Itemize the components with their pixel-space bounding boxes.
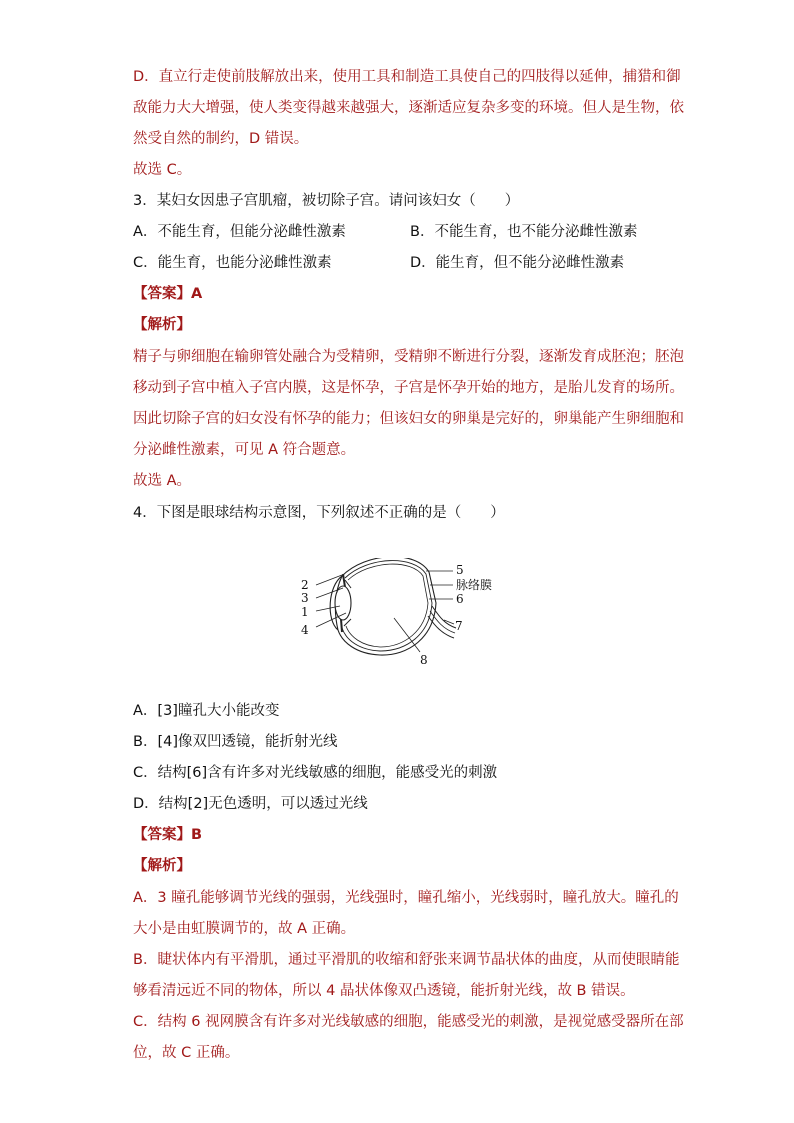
q4-analysis-line5: C．结构 6 视网膜含有许多对光线敏感的细胞，能感受光的刺激，是视觉感受器所在部 xyxy=(133,1014,684,1030)
eyeball-diagram-svg xyxy=(296,558,506,670)
label-7: 7 xyxy=(455,619,463,633)
iris-lower xyxy=(341,619,342,632)
q4-option-c: C．结构[6]含有许多对光线敏感的细胞，能感受光的刺激 xyxy=(133,765,498,781)
q4-option-b: B．[4]像双凹透镜，能折射光线 xyxy=(133,734,338,750)
q3-analysis-line1: 精子与卵细胞在输卵管处融合为受精卵，受精卵不断进行分裂，逐渐发育成胚泡；胚泡 xyxy=(133,349,684,365)
q3-answer: 【答案】A xyxy=(133,286,203,302)
q4-analysis-line2: 大小是由虹膜调节的，故 A 正确。 xyxy=(133,921,356,937)
q3-option-b: B．不能生育，也不能分泌雌性激素 xyxy=(410,224,638,240)
optic-nerve-center xyxy=(430,611,455,633)
q3-stem: 3．某妇女因患子宫肌瘤，被切除子宫。请问该妇女（ ） xyxy=(133,193,520,209)
label-choroid: 脉络膜 xyxy=(456,578,493,592)
label-2: 2 xyxy=(301,578,309,592)
q4-analysis-line3: B．睫状体内有平滑肌，通过平滑肌的收缩和舒张来调节晶状体的曲度，从而使眼睛能 xyxy=(133,952,680,968)
q3-analysis-line4: 分泌雌性激素，可见 A 符合题意。 xyxy=(133,442,356,458)
prev-analysis-d-line2: 敌能力大大增强，使人类变得越来越强大，逐渐适应复杂多变的环境。但人是生物，依 xyxy=(133,100,684,116)
q3-conclusion: 故选 A。 xyxy=(133,473,192,489)
label-6: 6 xyxy=(456,592,464,606)
label-4: 4 xyxy=(301,623,309,637)
q3-option-c: C．能生育，也能分泌雌性激素 xyxy=(133,255,332,271)
q4-stem: 4．下图是眼球结构示意图，下列叙述不正确的是（ ） xyxy=(133,505,505,521)
leader-8 xyxy=(394,618,420,652)
prev-analysis-d-line1: D．直立行走使前肢解放出来，使用工具和制造工具使自己的四肢得以延伸，捕猎和御 xyxy=(133,69,681,85)
q4-analysis-line4: 够看清远近不同的物体，所以 4 晶状体像双凸透镜，能折射光线，故 B 错误。 xyxy=(133,983,635,999)
q3-option-a: A．不能生育，但能分泌雌性激素 xyxy=(133,224,346,240)
q4-option-d: D．结构[2]无色透明，可以透过光线 xyxy=(133,796,368,812)
retina-layer xyxy=(346,564,428,647)
eyeball-diagram xyxy=(296,558,506,670)
label-3: 3 xyxy=(301,591,309,605)
q3-analysis-line2: 移动到子宫中植入子宫内膜，这是怀孕，子宫是怀孕开始的地方，是胎儿发育的场所。 xyxy=(133,380,684,396)
label-5: 5 xyxy=(456,563,464,577)
q3-analysis-header: 【解析】 xyxy=(133,317,191,333)
q4-analysis-header: 【解析】 xyxy=(133,858,191,874)
label-1: 1 xyxy=(301,605,309,619)
q4-option-a: A．[3]瞳孔大小能改变 xyxy=(133,703,280,719)
label-8: 8 xyxy=(420,653,428,667)
q4-analysis-line1: A．3 瞳孔能够调节光线的强弱，光线强时，瞳孔缩小，光线弱时，瞳孔放大。瞳孔的 xyxy=(133,890,679,906)
q4-analysis-line6: 位，故 C 正确。 xyxy=(133,1045,240,1061)
q4-answer: 【答案】B xyxy=(133,827,203,843)
optic-nerve-bottom xyxy=(428,616,454,638)
q3-analysis-line3: 因此切除子宫的妇女没有怀孕的能力；但该妇女的卵巢是完好的，卵巢能产生卵细胞和 xyxy=(133,411,684,427)
q3-option-d: D．能生育，但不能分泌雌性激素 xyxy=(410,255,625,271)
lens xyxy=(335,586,351,620)
prev-conclusion: 故选 C。 xyxy=(133,162,192,178)
prev-analysis-d-line3: 然受自然的制约，D 错误。 xyxy=(133,131,309,147)
iris-upper xyxy=(343,574,345,587)
